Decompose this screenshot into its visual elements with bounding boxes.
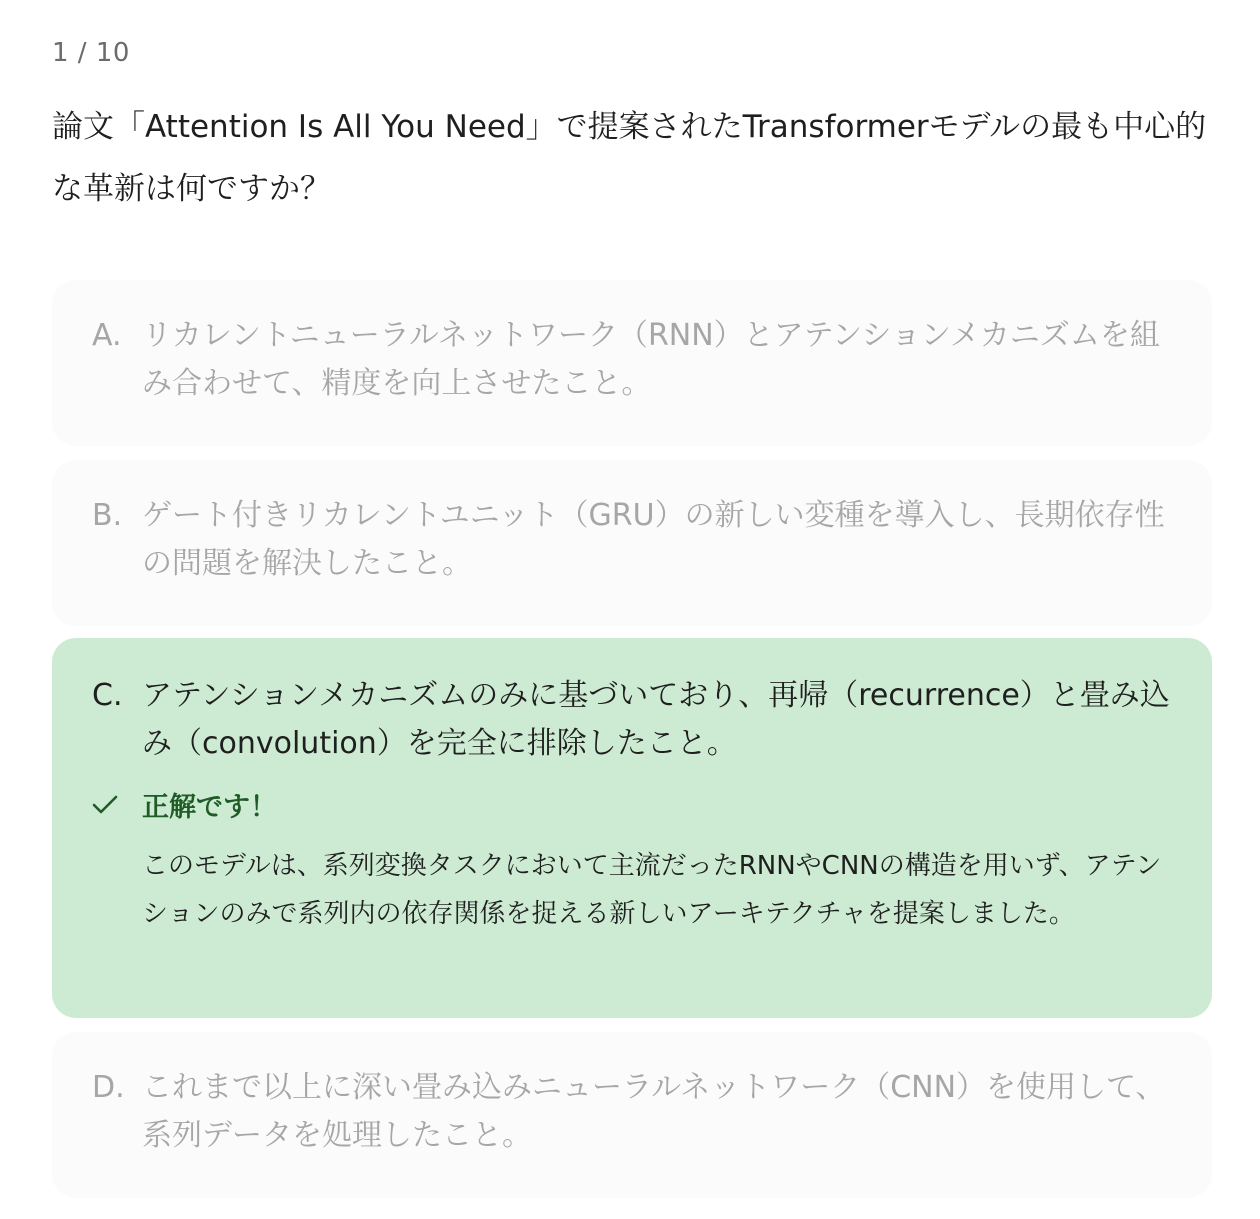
- option-text: アテンションメカニズムのみに基づいており、再帰（recurrence）と畳み込み（convolution）を完全に排除したこと。: [142, 678, 1170, 761]
- option-letter: C.: [92, 678, 123, 713]
- feedback-explanation: このモデルは、系列変換タスクにおいて主流だったRNNやCNNの構造を用いず、アテンションのみで系列内の依存関係を捉える新しいアーキテクチャを提案しました。: [142, 851, 1162, 929]
- question-text: 論文「Attention Is All You Need」で提案されたTransformerモデルの最も中心的な革新は何ですか？: [52, 109, 1207, 207]
- check-icon: [92, 788, 142, 828]
- option-letter: D.: [92, 1070, 125, 1105]
- option-b[interactable]: [52, 460, 1212, 626]
- option-text: これまで以上に深い畳み込みニューラルネットワーク（CNN）を使用して、系列データを処理したこと。: [142, 1070, 1166, 1153]
- option-letter: B.: [92, 498, 123, 533]
- option-d[interactable]: [52, 1032, 1212, 1198]
- option-letter: A.: [92, 318, 122, 353]
- option-text: リカレントニューラルネットワーク（RNN）とアテンションメカニズムを組み合わせて、精度を向上させたこと。: [142, 318, 1160, 401]
- option-a[interactable]: [52, 280, 1212, 446]
- answer-feedback: [92, 788, 1172, 938]
- option-c[interactable]: [52, 638, 1212, 1018]
- progress-indicator: 1 / 10: [52, 38, 130, 68]
- feedback-title: 正解です！: [142, 792, 277, 823]
- option-text: ゲート付きリカレントユニット（GRU）の新しい変種を導入し、長期依存性の問題を解決したこと。: [142, 498, 1165, 581]
